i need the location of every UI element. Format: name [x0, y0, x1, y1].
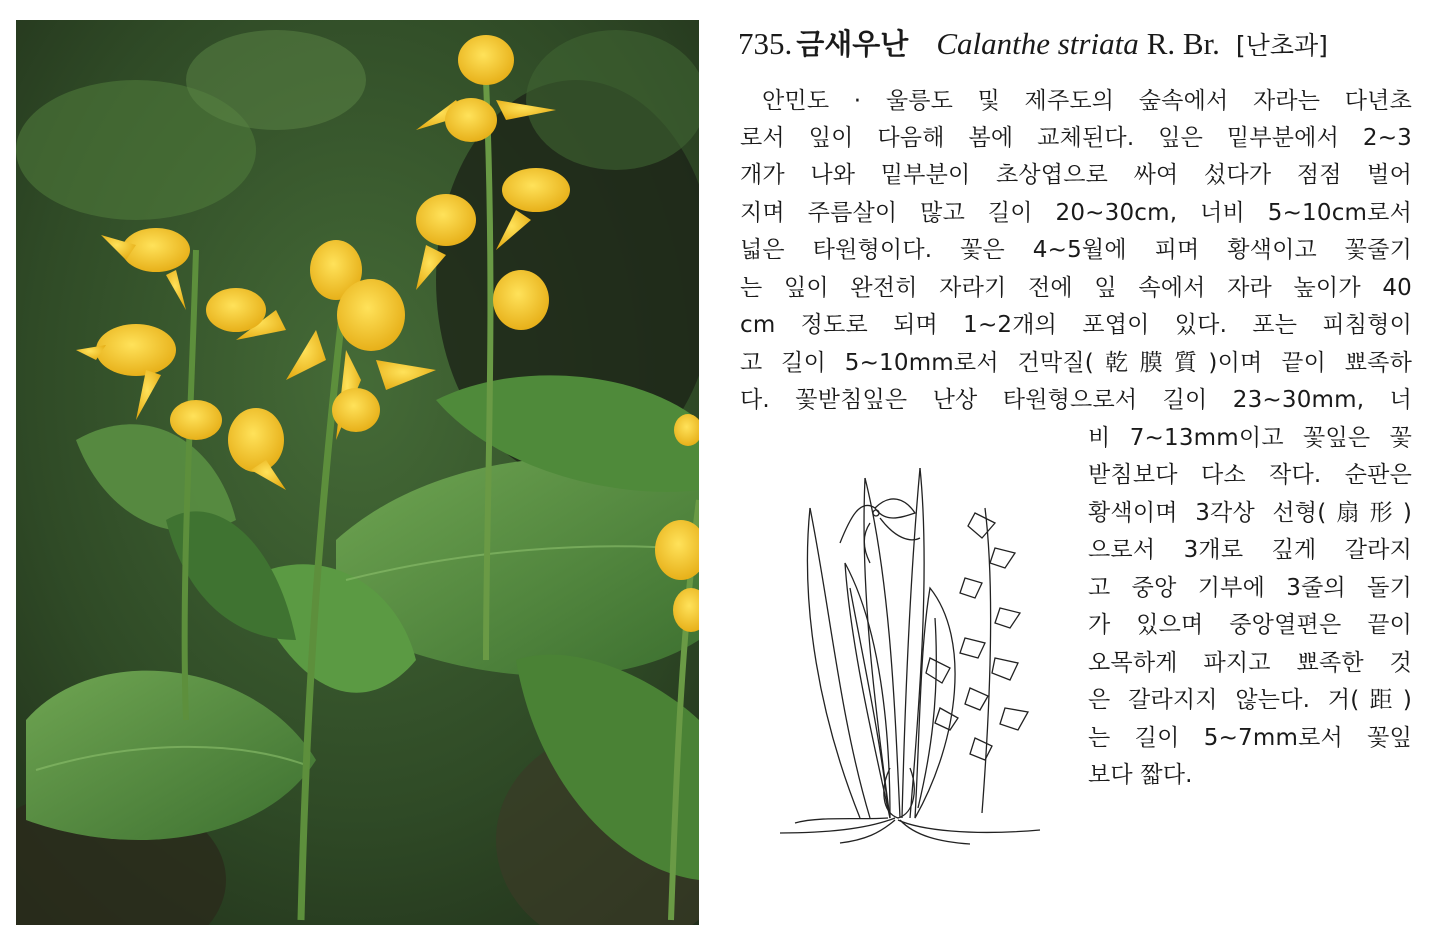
description-line: 개가 나와 밑부분이 초상엽으로 싸여 섰다가 점점 벌어: [740, 162, 1412, 188]
author-name: R. Br.: [1146, 26, 1220, 61]
scientific-name: Calanthe striata: [936, 26, 1139, 61]
korean-name: 금새우난: [796, 27, 909, 61]
description-line: 안민도 · 울릉도 및 제주도의 숲속에서 자라는 다년초: [762, 88, 1412, 114]
description-line: 으로서 3개로 깊게 갈라지: [1088, 537, 1412, 563]
description-line: 오목하게 파지고 뾰족한 것: [1088, 650, 1412, 676]
description-line: 보다 짧다.: [1088, 762, 1193, 788]
description-line: 고 중앙 기부에 3줄의 돌기: [1088, 575, 1412, 601]
family-name: [난초과]: [1235, 31, 1328, 60]
description-line: 넓은 타원형이다. 꽃은 4~5월에 피며 황색이고 꽃줄기: [740, 237, 1412, 263]
description-line: 은 갈라지지 않는다. 거(距): [1088, 687, 1412, 713]
orchid-line-drawing-icon: [770, 468, 1060, 846]
description-line: 비 7~13mm이고 꽃잎은 꽃: [1088, 425, 1412, 451]
description-line: 받침보다 다소 작다. 순판은: [1088, 462, 1412, 488]
description-line: 고 길이 5~10mm로서 건막질(乾膜質)이며 끝이 뾰족하: [740, 350, 1412, 376]
botanical-drawing: [770, 468, 1060, 846]
plant-photo: [16, 20, 699, 925]
description-line: 로서 잎이 다음해 봄에 교체된다. 잎은 밑부분에서 2~3: [740, 125, 1412, 151]
description-line: 다. 꽃받침잎은 난상 타원형으로서 길이 23~30mm, 너: [740, 387, 1412, 413]
description-line: 황색이며 3각상 선형(扇形): [1088, 500, 1412, 526]
description-line: 는 잎이 완전히 자라기 전에 잎 속에서 자라 높이가 40: [740, 275, 1412, 301]
description-line: cm 정도로 되며 1~2개의 포엽이 있다. 포는 피침형이: [740, 312, 1412, 338]
entry-header: [738, 22, 1418, 66]
entry-number: 735.: [738, 26, 793, 61]
description-line: 지며 주름살이 많고 길이 20~30cm, 너비 5~10cm로서: [740, 200, 1412, 226]
description-line: 는 길이 5~7mm로서 꽃잎: [1088, 725, 1412, 751]
yellow-orchid-photo-icon: [16, 20, 699, 925]
description-line: 가 있으며 중앙열편은 끝이: [1088, 612, 1412, 638]
